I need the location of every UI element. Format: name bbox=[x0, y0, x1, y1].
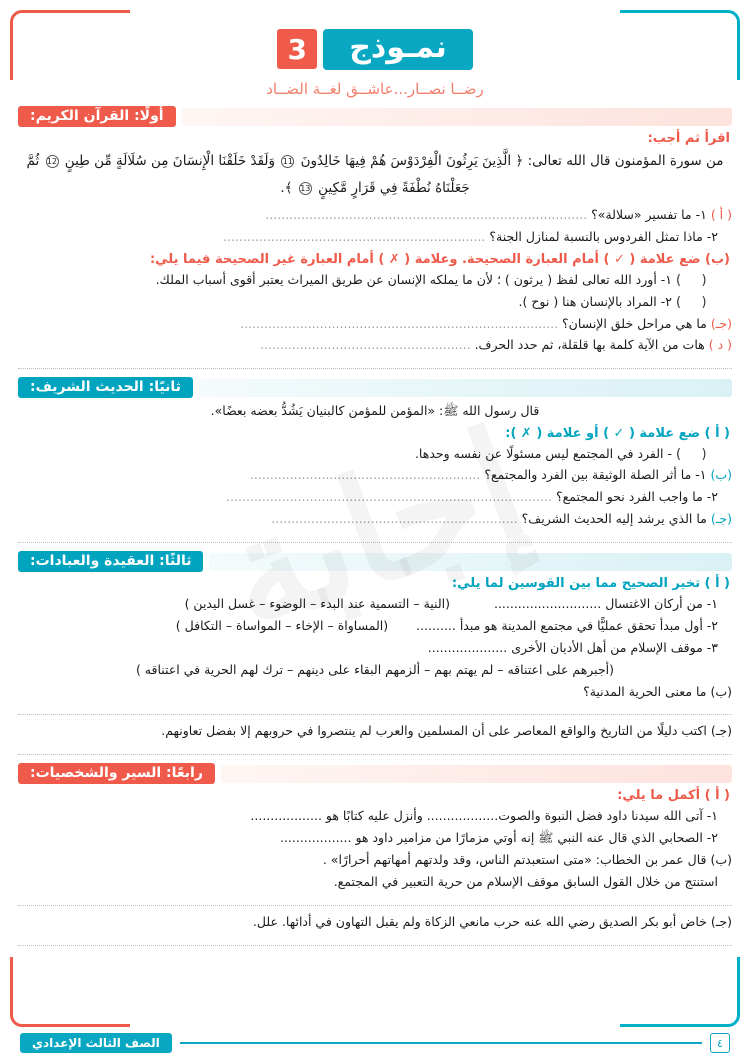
aqeeda-c-head: (جـ) اكتب دليلًا من التاريخ والواقع المعاصر على أن المسلمين والعرب لم ينتصروا في حروبهم إلا بفضل تعاونهم. bbox=[161, 723, 732, 739]
hadith-b-text-1: ١- ما أثر الصلة الوثيقة بين الفرد والمجتمع؟ bbox=[484, 467, 707, 483]
quran-b-head: (ب) ضع علامة ( ✓ ) أمام العبارة الصحيحة. وعلامة ( ✗ ) أمام العبارة غير الصحيحة فيما يلي: bbox=[149, 251, 730, 267]
quran-sub-head: اقرأ ثم أجب: bbox=[647, 131, 730, 146]
hadith-a-head: ( أ ) ضع علامة ( ✓ ) أو علامة ( ✗ ): bbox=[505, 425, 730, 441]
answer-dots: .......................................................... bbox=[249, 467, 481, 483]
quran-b-item-2 bbox=[18, 291, 732, 313]
question-text-c: ما هي مراحل خلق الإنسان؟ bbox=[562, 315, 707, 331]
subtitle: رضــا نصــار...عاشــق لغــة الضــاد bbox=[266, 80, 484, 98]
question-marker-d: ( د ) bbox=[708, 337, 732, 353]
aqeeda-a-item-1 bbox=[18, 593, 732, 615]
blank-answer-line bbox=[18, 936, 732, 946]
seera-a-head: ( أ ) أكمل ما يلي: bbox=[617, 788, 730, 804]
footer-label: الصف الثالث الإعدادي bbox=[20, 1033, 172, 1053]
question-marker-a: ( أ ) bbox=[710, 207, 732, 222]
seera-b-head: (ب) قال عمر بن الخطاب: «متى استعبدتم الناس، وقد ولدتهم أمهاتهم أحرارًا» . bbox=[322, 852, 732, 867]
hadith-c-item bbox=[18, 508, 732, 530]
ayah-number-1: 11 bbox=[282, 156, 293, 166]
section-label-aqeeda: ثالثًا: العقيدة والعبادات: bbox=[18, 551, 203, 572]
quran-question-a1 bbox=[18, 204, 732, 226]
quran-verse-block bbox=[18, 148, 732, 202]
seera-a-item-1: ١- آتى الله سيدنا داود فضل النبوة والصوت.................. وأنزل عليه كتابًا هو .................. bbox=[250, 808, 718, 824]
quran-intro: من سورة المؤمنون قال الله تعالى: ﴿ الَّذِينَ يَرِثُونَ الْفِرْدَوْسَ هُمْ فِيهَا خَالِدُونَ bbox=[300, 153, 724, 169]
hadith-a-text-1: - الفرد في المجتمع ليس مسئولًا عن نفسه وحدها. bbox=[414, 445, 672, 461]
aqeeda-b-head bbox=[18, 681, 732, 703]
question-text-a1: ١- ما تفسير «سلالة»؟ bbox=[591, 207, 707, 222]
title-banner bbox=[18, 20, 732, 78]
question-marker-c2: (جـ) bbox=[710, 511, 732, 527]
quran-b-text-2: ٢- المراد بالإنسان هنا ( نوح ). bbox=[518, 293, 672, 309]
quran-b-item-1 bbox=[18, 269, 732, 291]
blank-answer-line bbox=[18, 359, 732, 369]
aqeeda-a-choices-3: (أجبرهم على اعتناقه – لم يهتم بهم – ألزمهم البقاء على دينهم – ترك لهم الحرية في اعتناقه ) bbox=[135, 661, 615, 677]
page-title: نمـوذج bbox=[323, 29, 472, 70]
section-label-quran: أولًا: القرآن الكريم: bbox=[18, 106, 176, 127]
question-text-a2: ٢- ماذا تمثل الفردوس بالنسبة لمنازل الجنة؟ bbox=[489, 228, 718, 244]
hadith-b-text-2: ٢- ما واجب الفرد نحو المجتمع؟ bbox=[555, 489, 718, 505]
quran-b-text-1: ١- أورد الله تعالى لفظ ( يرثون ) ؛ لأن ما يملكه الإنسان عن طريق الميراث يعتبر أقوى أسباب الملك. bbox=[155, 271, 672, 287]
blank-answer-line bbox=[18, 705, 732, 715]
aqeeda-b-text: (ب) ما معنى الحرية المدنية؟ bbox=[583, 683, 732, 699]
corner-frame-bottom-left bbox=[10, 957, 130, 1027]
quran-question-c bbox=[18, 313, 732, 335]
hadith-c-text: ما الذي يرشد إليه الحديث الشريف؟ bbox=[521, 511, 707, 527]
aqeeda-a-text-2: ٢- أول مبدأ تحقق عمليًّا في مجتمع المدينة هو مبدأ .......... bbox=[416, 617, 718, 633]
aqeeda-a-text-3: ٣- موقف الإسلام من أهل الأديان الأخرى .................... bbox=[427, 639, 718, 655]
question-text-d: هات من الآية كلمة بها قلقلة، ثم حدد الحرف. bbox=[474, 337, 705, 353]
section-header-seera bbox=[18, 763, 732, 784]
answer-box-2: ( ) bbox=[676, 294, 709, 310]
section-bar bbox=[209, 553, 732, 571]
answer-dots: .................................................................. bbox=[223, 228, 486, 244]
aqeeda-a-choices-1: (النية – التسمية عند البدء – الوضوء – غسل اليدين ) bbox=[184, 596, 450, 611]
answer-dots: .................................................................................. bbox=[226, 489, 552, 505]
section-label-seera: رابعًا: السير والشخصيات: bbox=[18, 763, 215, 784]
quran-question-d bbox=[18, 334, 732, 356]
quran-intro-2: وَلَقَدْ خَلَقْنَا الْإِنسَانَ مِن سُلَالَةٍ مِّن طِينٍ bbox=[64, 153, 276, 169]
aqeeda-a-choices-3-row bbox=[18, 659, 732, 681]
corner-frame-bottom-right bbox=[620, 957, 740, 1027]
quran-question-a2 bbox=[18, 226, 732, 248]
section-bar bbox=[182, 108, 732, 126]
hadith-b-item-2 bbox=[18, 486, 732, 508]
footer-rule bbox=[180, 1042, 702, 1044]
hadith-text: قال رسول الله ﷺ: «المؤمن للمؤمن كالبنيان يَشُدُّ بعضه بعضًا». bbox=[210, 403, 540, 419]
seera-a-item-2: ٢- الصحابي الذي قال عنه النبي ﷺ إنه أوتي مزمارًا من مزامير داود هو .................. bbox=[279, 830, 718, 846]
section-label-hadith: ثانيًا: الحديث الشريف: bbox=[18, 377, 193, 398]
blank-answer-line bbox=[18, 896, 732, 906]
hadith-a-item-1 bbox=[18, 443, 732, 465]
answer-box-3: ( ) bbox=[676, 446, 709, 462]
page-number: ٤ bbox=[710, 1033, 730, 1053]
page-footer bbox=[0, 1033, 750, 1053]
question-marker-c: (جـ) bbox=[710, 315, 732, 331]
ayah-number-3: 13 bbox=[300, 183, 311, 193]
aqeeda-a-choices-2: (المساواة – الإخاء – المواساة – التكافل ) bbox=[175, 617, 389, 633]
answer-dots: ................................................................................ bbox=[240, 315, 559, 331]
answer-box-1: ( ) bbox=[676, 272, 709, 288]
aqeeda-a-item-3 bbox=[18, 637, 732, 659]
section-header-aqeeda bbox=[18, 551, 732, 572]
quran-intro-3: ثُمَّ جَعَلْنَاهُ نُطْفَةً فِي قَرَارٍ مَّكِينٍ bbox=[26, 153, 470, 196]
aqeeda-a-text-1: ١- من أركان الاغتسال ........................... bbox=[493, 596, 718, 611]
answer-dots: ..................................................... bbox=[259, 337, 471, 353]
model-number-badge: 3 bbox=[277, 29, 317, 69]
section-bar bbox=[221, 765, 732, 783]
section-bar bbox=[199, 379, 732, 397]
section-header-hadith bbox=[18, 377, 732, 398]
quran-intro-4: ﴾. bbox=[280, 180, 293, 196]
seera-b-text: استنتج من خلال القول السابق موقف الإسلام من حرية التعبير في المجتمع. bbox=[333, 873, 718, 889]
blank-answer-line bbox=[18, 745, 732, 755]
section-header-quran bbox=[18, 106, 732, 127]
seera-c-head: (جـ) خاض أبو بكر الصديق رضي الله عنه حرب مانعي الزكاة ولم يقبل التهاون في أدائها. علل. bbox=[252, 913, 732, 929]
question-marker-b: (ب) bbox=[710, 467, 732, 483]
hadith-b-item-1 bbox=[18, 464, 732, 486]
blank-answer-line bbox=[18, 533, 732, 543]
answer-dots: .............................................................. bbox=[271, 511, 518, 527]
aqeeda-a-head: ( أ ) تخير الصحيح مما بين القوسين لما يلي: bbox=[451, 576, 730, 591]
answer-dots: ................................................................................. bbox=[265, 207, 588, 222]
aqeeda-a-item-2 bbox=[18, 615, 732, 637]
ayah-number-2: 12 bbox=[46, 156, 58, 166]
